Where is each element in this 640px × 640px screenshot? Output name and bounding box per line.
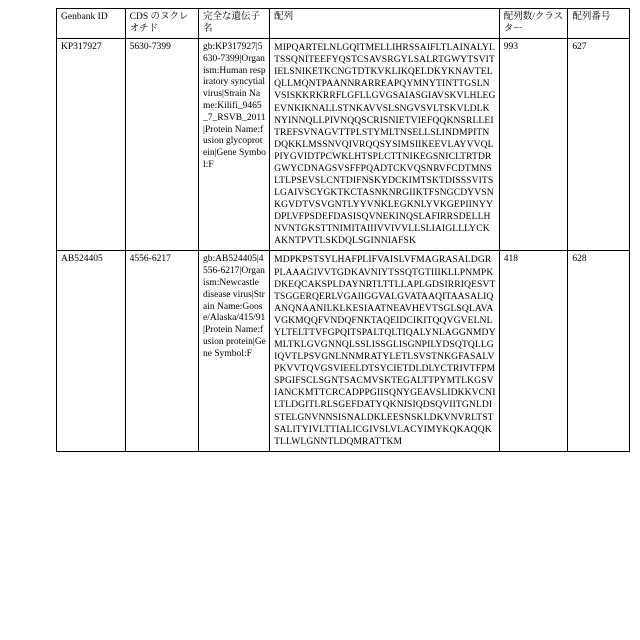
cell-gene-name: gb:AB524405|4556-6217|Organism:Newcastle disease virus|Strain Name:Goose/Alaska/415/91|Protein Name:fusion protein|Gene Symbol:F bbox=[199, 251, 270, 451]
cell-sequence: MDPKPSTSYLHAFPLIFVAISLVFMAGRASALDGRPLAAAGIVVTGDKAVNIYTSSQTGTIIIKLLPNMPKDKEQCAKSPLDAYNRTLTTLLAPLGDSIRRIQESVTTSGGERQERLVGAIIGGVALGVATAAQITAASALIQANQNAANILKLKESIAATNEAVHEVTSGLSQLAVAVGKMQQFVNDQFNKTAQEIDCIKITQQVGVELNLYLTELTTVFGPQITSPALTQLTIQALYNLAGGNMDYMLTKLGVGNNQLSSLISSGLISGNPILYDSQTQLLGIQVTLPSVGNLNNMRATYLETLSVSTNKGFASALVPKVVTQVGSVIEELDTSYCIETDLDLYCTRIVTFPMSPGIFSCLSGNTSACMVSKTEGALTTPYMTLKGSVIANCKMTTCRCADPPGIISQNYGEAVSLIDKKVCNILTLDGITLRLSGEFDATYQKNISIQDSQVIITGNLDISTELGNVNNSISNALDKLEESNSKLDKVNVRLTSTSALITYIVLTTIALICGIVSLVLACYIMYKQKAQQKTLLWLGNNTLDQMRATTKM bbox=[270, 251, 500, 451]
table-body bbox=[57, 39, 630, 452]
column-header-cds: CDS のヌクレオチド bbox=[125, 9, 198, 39]
cell-genbank-id: AB524405 bbox=[57, 251, 126, 451]
column-header-genbank-id: Genbank ID bbox=[57, 9, 126, 39]
table-header-row bbox=[57, 9, 630, 39]
table-row bbox=[57, 39, 630, 251]
cell-cds: 5630-7399 bbox=[125, 39, 198, 251]
column-header-sequence-number: 配列番号 bbox=[568, 9, 630, 39]
cell-sequence-number: 628 bbox=[568, 251, 630, 451]
cell-sequence-count: 418 bbox=[499, 251, 568, 451]
sequence-table bbox=[56, 8, 630, 452]
table-head bbox=[57, 9, 630, 39]
column-header-gene-name: 完全な遺伝子名 bbox=[199, 9, 270, 39]
table-row bbox=[57, 251, 630, 451]
cell-cds: 4556-6217 bbox=[125, 251, 198, 451]
cell-sequence-number: 627 bbox=[568, 39, 630, 251]
cell-sequence-count: 993 bbox=[499, 39, 568, 251]
column-header-sequence: 配列 bbox=[270, 9, 500, 39]
column-header-sequence-count: 配列数/クラスター bbox=[499, 9, 568, 39]
cell-sequence: MIPQARTELNLGQITMELLIHRSSAIFLTLAINALYLTSSQNITEEFYQSTCSAVSRGYLSALRTGWYTSVITIELSNIKETKCNGTDTKVKLIKQELDKYKNAVTELQLLMQNTPAANNRARREAPQYMNYTINTTGSLNVSISKKRKRRFLGFLLGVGSAIASGIAVSKVLHLEGEVNKIKNALLSTNKAVVSLSNGVSVLTSKVLDLKNYINNQLLPIVNQQSCRISNIETVIEFQQKNSRLLEITREFSVNAGVTTPLSTYMLTNSELLSLINDMPITNDQKKLMSSNVQIVRQQSYSIMSIIKEEVLAYVVQLPIYGVIDTPCWKLHTSPLCTTNIKEGSNICLTRTDRGWYCDNAGSVSFFPQADTCKVQSNRVFCDTMNSLTLPSEVSLCNTDIFNSKYDCKIMTSKTDISSSVITSLGAIVSCYGKTKCTASNKNRGIIKTFSNGCDYVSNKGVDTVSVGNTLYYVNKLEGKNLYVKGEPIINYYDPLVFPSDEFDASISQVNEKINQSLAFIRRSDELLHNVNTGKSTTNIMITAIIIVVIVVLLSLIAIGLLLYCKAKNTPVTLSKDQLSGINNIAFSK bbox=[270, 39, 500, 251]
cell-genbank-id: KP317927 bbox=[57, 39, 126, 251]
cell-gene-name: gb:KP317927|5630-7399|Organism:Human respiratory syncytial virus|Strain Name:Kilifi_9465_7_RSVB_2011|Protein Name:fusion glycoprotein|Gene Symbol:F bbox=[199, 39, 270, 251]
